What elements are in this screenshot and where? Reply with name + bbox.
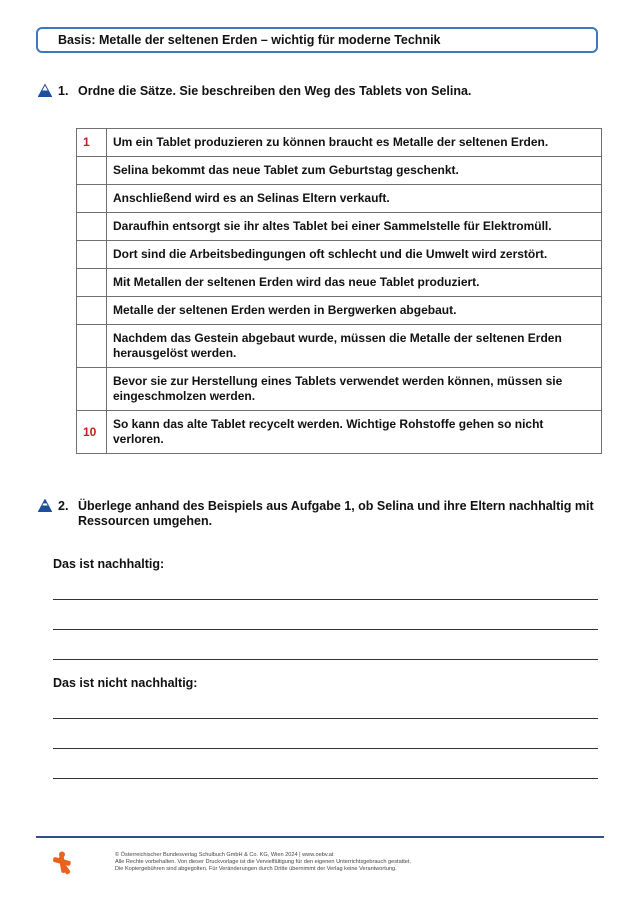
- task-1-heading: [38, 84, 598, 100]
- sentence-cell: Daraufhin entsorgt sie ihr altes Tablet bei einer Sammelstelle für Elektromüll.: [107, 213, 602, 241]
- task-2-text: Überlege anhand des Beispiels aus Aufgabe 1, ob Selina und ihre Eltern nachhaltig mit Ressourcen umgehen.: [78, 499, 594, 528]
- table-row: [77, 368, 602, 411]
- answer-line[interactable]: [53, 778, 598, 779]
- difficulty-pyramid-icon: [38, 499, 52, 512]
- sentence-cell: Dort sind die Arbeitsbedingungen oft schlecht und die Umwelt wird zerstört.: [107, 241, 602, 269]
- sentence-cell: Um ein Tablet produzieren zu können braucht es Metalle der seltenen Erden.: [107, 129, 602, 157]
- table-row: [77, 241, 602, 269]
- sentence-cell: Anschließend wird es an Selinas Eltern verkauft.: [107, 185, 602, 213]
- order-number-cell[interactable]: [77, 297, 107, 325]
- sentence-cell: So kann das alte Tablet recycelt werden. Wichtige Rohstoffe gehen so nicht verloren.: [107, 411, 602, 454]
- footer-copyright: [115, 852, 411, 873]
- order-number-cell[interactable]: [77, 213, 107, 241]
- sentence-cell: Mit Metallen der seltenen Erden wird das neue Tablet produziert.: [107, 269, 602, 297]
- table-row: [77, 185, 602, 213]
- table-row: [77, 129, 602, 157]
- sentence-cell: Metalle der seltenen Erden werden in Bergwerken abgebaut.: [107, 297, 602, 325]
- table-row: [77, 325, 602, 368]
- answer-line[interactable]: [53, 629, 598, 630]
- oebv-logo-icon: [52, 851, 78, 877]
- answer-line[interactable]: [53, 748, 598, 749]
- order-number-cell[interactable]: [77, 241, 107, 269]
- footer-line-3: Die Kopiergebühren sind abgegolten. Für Veränderungen durch Dritte übernimmt der Verlag keine Verantwortung.: [115, 866, 397, 872]
- title-box: [36, 27, 598, 53]
- difficulty-pyramid-icon: [38, 84, 52, 97]
- sentence-cell: Bevor sie zur Herstellung eines Tablets verwendet werden können, müssen sie eingeschmolzen werden.: [107, 368, 602, 411]
- table-row: [77, 157, 602, 185]
- order-number-cell[interactable]: 10: [77, 411, 107, 454]
- order-number-cell[interactable]: [77, 325, 107, 368]
- task-1-number: 1.: [58, 84, 69, 98]
- sentence-cell: Selina bekommt das neue Tablet zum Geburtstag geschenkt.: [107, 157, 602, 185]
- footer-line-1: © Österreichischer Bundesverlag Schulbuch GmbH & Co. KG, Wien 2024 | www.oebv.at: [115, 852, 334, 858]
- sentence-order-table: [76, 128, 602, 454]
- order-number-cell[interactable]: [77, 269, 107, 297]
- footer-line-2: Alle Rechte vorbehalten. Von dieser Druckvorlage ist die Vervielfältigung für den eigenen Unterrichtsgebrauch gestattet.: [115, 859, 412, 865]
- order-number-cell[interactable]: 1: [77, 129, 107, 157]
- order-number-cell[interactable]: [77, 185, 107, 213]
- not-sustainable-label: Das ist nicht nachhaltig:: [53, 676, 198, 690]
- order-number-cell[interactable]: [77, 368, 107, 411]
- table-row: [77, 411, 602, 454]
- footer-rule: [36, 836, 604, 838]
- table-row: [77, 269, 602, 297]
- page-title: Basis: Metalle der seltenen Erden – wichtig für moderne Technik: [58, 33, 441, 47]
- task-2-heading: [38, 499, 600, 531]
- table-row: [77, 213, 602, 241]
- task-1-text: Ordne die Sätze. Sie beschreiben den Weg des Tablets von Selina.: [78, 84, 472, 98]
- order-number-cell[interactable]: [77, 157, 107, 185]
- task-2-number: 2.: [58, 499, 69, 513]
- sentence-cell: Nachdem das Gestein abgebaut wurde, müssen die Metalle der seltenen Erden herausgelöst werden.: [107, 325, 602, 368]
- sustainable-label: Das ist nachhaltig:: [53, 557, 165, 571]
- table-row: [77, 297, 602, 325]
- answer-line[interactable]: [53, 718, 598, 719]
- answer-line[interactable]: [53, 659, 598, 660]
- answer-line[interactable]: [53, 599, 598, 600]
